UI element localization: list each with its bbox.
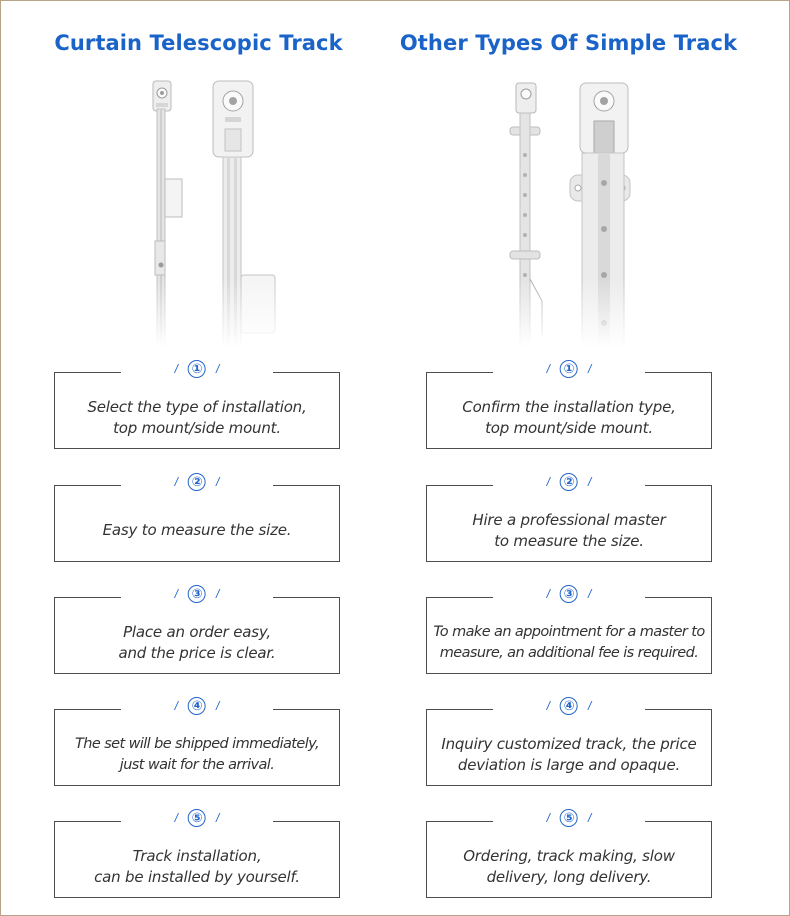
- left-item-3-text: Place an order easy, and the price is clear.: [118, 622, 276, 662]
- telescopic-track-image: [141, 79, 291, 347]
- right-item-5-box: / ⑤ / Ordering, track making, slow delivery, long delivery.: [426, 821, 712, 898]
- right-item-2-box: / ② / Hire a professional master to measure the size.: [426, 485, 712, 562]
- number-badge: ⑤: [188, 809, 206, 827]
- number-badge: ③: [560, 585, 578, 603]
- number-badge: ④: [188, 697, 206, 715]
- left-item-2-box: / ② / Easy to measure the size.: [54, 485, 340, 562]
- left-item-4-text: The set will be shipped immediately, just wait for the arrival.: [75, 735, 319, 773]
- number-badge: ⑤: [560, 809, 578, 827]
- left-item-4-box: / ④ / The set will be shipped immediately, just wait for the arrival.: [54, 709, 340, 786]
- right-item-4-box: / ④ / Inquiry customized track, the price deviation is large and opaque.: [426, 709, 712, 786]
- left-item-3-box: / ③ / Place an order easy, and the price is clear.: [54, 597, 340, 674]
- number-badge: ④: [560, 697, 578, 715]
- simple-track-image: [506, 79, 656, 347]
- left-item-1-text: Select the type of installation, top mount/side mount.: [87, 397, 307, 437]
- right-item-3-box: / ③ / To make an appointment for a master to measure, an additional fee is required.: [426, 597, 712, 674]
- right-item-5-text: Ordering, track making, slow delivery, long delivery.: [463, 846, 675, 886]
- left-item-1-box: / ① / Select the type of installation, top mount/side mount.: [54, 372, 340, 449]
- left-item-2-text: Easy to measure the size.: [102, 521, 292, 539]
- number-badge: ③: [188, 585, 206, 603]
- number-badge: ②: [188, 473, 206, 491]
- number-badge: ②: [560, 473, 578, 491]
- left-column-title: Curtain Telescopic Track: [54, 31, 343, 55]
- number-badge: ①: [188, 360, 206, 378]
- right-item-4-text: Inquiry customized track, the price deviation is large and opaque.: [441, 734, 697, 774]
- right-item-1-box: / ① / Confirm the installation type, top mount/side mount.: [426, 372, 712, 449]
- left-item-5-text: Track installation, can be installed by yourself.: [94, 846, 300, 886]
- right-item-2-text: Hire a professional master to measure the size.: [472, 510, 666, 550]
- right-column-title: Other Types Of Simple Track: [399, 31, 738, 55]
- right-item-1-text: Confirm the installation type, top mount/side mount.: [462, 397, 676, 437]
- left-item-5-box: / ⑤ / Track installation, can be installed by yourself.: [54, 821, 340, 898]
- right-item-3-text: To make an appointment for a master to measure, an additional fee is required.: [433, 623, 705, 661]
- number-badge: ①: [560, 360, 578, 378]
